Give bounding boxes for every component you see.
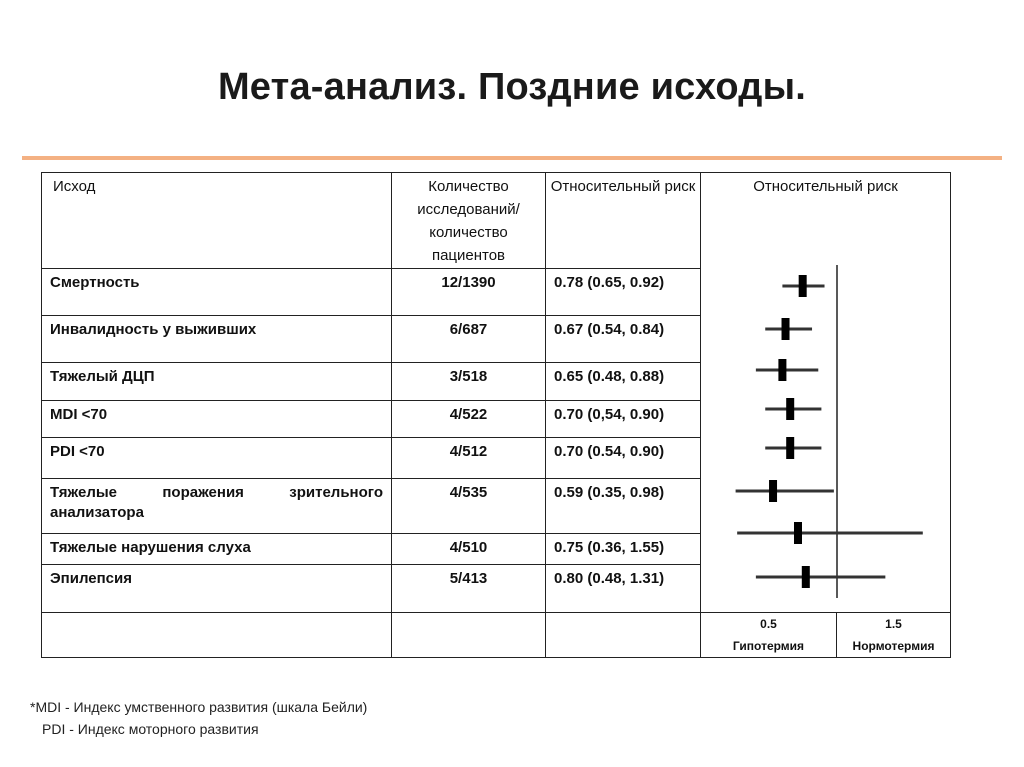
row-rr: 0.65 (0.48, 0.88) [546,363,701,401]
axis-right-cell [837,613,951,658]
forest-plot [700,265,950,610]
row-count: 4/512 [392,438,546,479]
row-count: 4/510 [392,534,546,565]
row-rr: 0.70 (0.54, 0.90) [546,438,701,479]
row-rr: 0.80 (0.48, 1.31) [546,565,701,613]
estimate-marker [799,275,807,297]
axis-left-cell [701,613,837,658]
row-count: 6/687 [392,316,546,363]
row-outcome: Тяжелые нарушения слуха [42,534,392,565]
header-count: Количество исследований/ количество пациентов [392,173,546,269]
estimate-marker [802,566,810,588]
row-count: 3/518 [392,363,546,401]
footnote-mdi: *MDI - Индекс умственного развития (шкала Бейли) [30,699,368,715]
row-count: 4/535 [392,479,546,534]
axis-footer-row [42,613,951,658]
row-rr: 0.59 (0.35, 0.98) [546,479,701,534]
estimate-marker [794,522,802,544]
row-count: 4/522 [392,401,546,438]
row-rr: 0.78 (0.65, 0.92) [546,269,701,316]
estimate-marker [786,437,794,459]
axis-right-label: Нормотермия [852,639,935,653]
header-plot: Относительный риск [701,173,951,269]
row-rr: 0.70 (0,54, 0.90) [546,401,701,438]
footnote-pdi: PDI - Индекс моторного развития [42,721,259,737]
empty-cell [392,613,546,658]
header-row [42,173,951,269]
row-outcome: Тяжелые поражения зрительного анализатора [42,479,392,534]
empty-cell [42,613,392,658]
axis-left-label: Гипотермия [732,639,805,653]
header-outcome: Исход [42,173,392,269]
header-rr: Относительный риск [546,173,701,269]
row-outcome: Смертность [42,269,392,316]
estimate-marker [782,318,790,340]
title-divider [22,156,1002,160]
row-rr: 0.67 (0.54, 0.84) [546,316,701,363]
row-count: 12/1390 [392,269,546,316]
row-outcome: Тяжелый ДЦП [42,363,392,401]
estimate-marker [778,359,786,381]
row-outcome: PDI <70 [42,438,392,479]
row-count: 5/413 [392,565,546,613]
estimate-marker [786,398,794,420]
slide-title: Мета-анализ. Поздние исходы. [217,66,807,108]
footnote [30,696,367,740]
axis-left-value: 0.5 [760,617,777,631]
row-rr: 0.75 (0.36, 1.55) [546,534,701,565]
row-outcome: Эпилепсия [42,565,392,613]
row-outcome: Инвалидность у выживших [42,316,392,363]
empty-cell [546,613,701,658]
row-outcome: MDI <70 [42,401,392,438]
axis-right-value: 1.5 [885,617,902,631]
forest-marks [736,275,923,588]
estimate-marker [769,480,777,502]
